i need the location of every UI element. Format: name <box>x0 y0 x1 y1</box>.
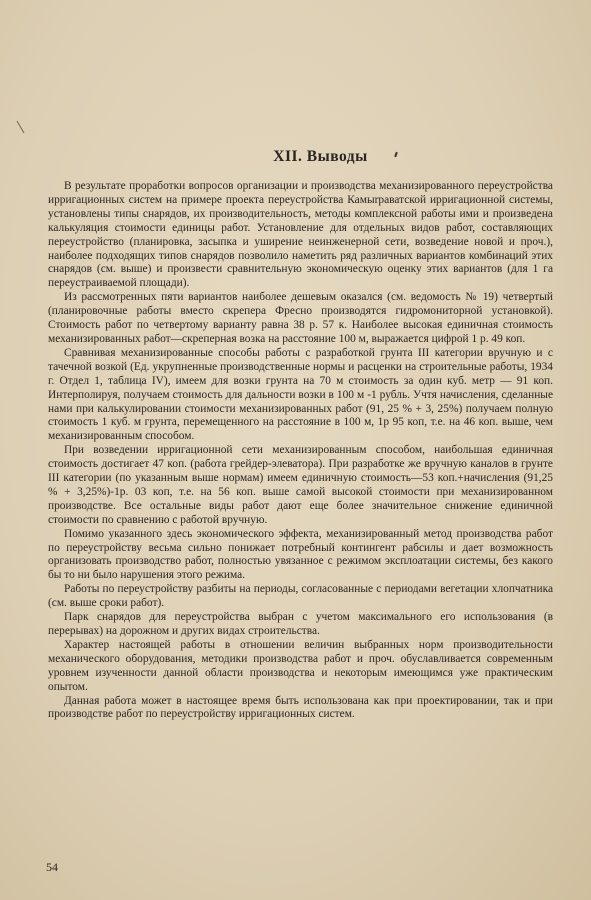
paragraph-3: Сравнивая механизированные способы работы с разработкой грунта III категории вручную и с тачечной возкой (Ед. укрупненные производственные нормы и расценки на строительные работы, 1934 г. Отдел 1, таблица IV), имеем для возки грунта на 70 м стоимость за один куб. метр — 91 коп. Интерполируя, получаем стоимость для дальности возки в 100 м -1 рубль. Учтя начисления, сделанные нами при калькулировании стоимости механизированных работ (91, 25 % + 3, 25%) получаем полную стоимость 1 куб. м грунта, перемещенного на расстояние в 100 м, 1р 95 коп, т.е. на 46 коп. выше, чем механизированным способом. <box>48 346 553 443</box>
paragraph-5: Помимо указанного здесь экономического эффекта, механизированный метод производства работ по переустройству весьма сильно понижает потребный контингент рабсилы и дает возможность организовать производство работ, полностью увязанное с режимом эксплоатации системы, без какого бы то ни было нарушения этого режима. <box>48 527 553 582</box>
paragraph-8: Характер настоящей работы в отношении величин выбранных норм производительности механического оборудования, методики производства работ и проч. обуславливается современным уровнем изученности данной области производства и некоторым имеющимся уже практическим опытом. <box>48 638 553 693</box>
paragraph-9: Данная работа может в настоящее время быть использована как при проектировании, так и при производстве работ по переустройству ирригационных систем. <box>48 694 553 721</box>
paragraph-4: При возведении ирригационной сети механизированным способом, наибольшая единичная стоимость достигает 47 коп. (работа грейдер-элеватора). При разработке же вручную каналов в грунте III категории (по указанным выше нормам) имеем единичную стоимость—53 коп.+начисления (91,25 % + 3,25%)-1р. 03 коп, т.е. на 56 коп. выше самой высокой стоимости при механизированном производстве. Все остальные виды работ дают еще более значительное снижение единичной стоимости по сравнению с работой вручную. <box>48 444 553 526</box>
section-heading: XII. Выводы <box>273 148 368 165</box>
pencil-mark <box>17 121 25 134</box>
page-content <box>48 148 553 722</box>
paragraph-1: В результате проработки вопросов организации и производства механизированного переустройства ирригационных систем на примере проекта переустройства Камыrраватской ирригационной системы, установлены типы снарядов, их производительность, методы комплексной работы ими и произведена калькуляция стоимости единицы работ. Установление для отдельных видов работ, составляющих переустройство (планировка, засыпка и уширение неинженерной сети, возведение новой и проч.), наиболее подходящих типов снарядов позволило наметить ряд различных вариантов комбинаций этих снарядов (см. выше) и произвести сравнительную экономическую оценку этих вариантов (для 1 га переустраиваемой площади). <box>48 180 553 290</box>
page-number: 54 <box>46 860 58 874</box>
paragraph-7: Парк снарядов для переустройства выбран с учетом максимального его использования (в перерывах) на дорожном и других видах строительства. <box>48 611 553 637</box>
paragraph-2: Из рассмотренных пяти вариантов наиболее дешевым оказался (см. ведомость № 19) четвертый (планировочные работы вместо скрепера Фресно производятся гидромониторной установкой). Стоимость работ по четвертому варианту равна 38 р. 57 к. Наиболее высокая единичная стоимость механизированных работ—скреперная возка на расстояние 100 м, выражается цифрой 1 р. 49 коп. <box>48 291 553 345</box>
paragraph-6: Работы по переустройству разбиты на периоды, согласованные с периодами вегетации хлопчатника (см. выше сроки работ). <box>48 583 553 610</box>
